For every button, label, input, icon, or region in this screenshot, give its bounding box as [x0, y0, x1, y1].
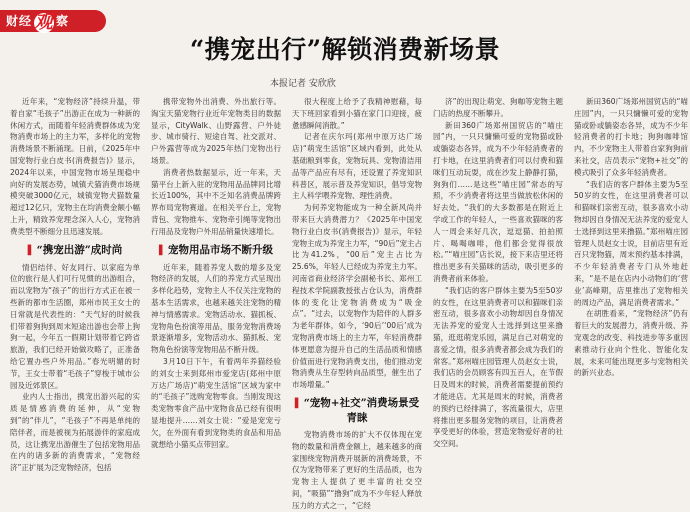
body-paragraph: 近年来，随着养宠人数的增多及宠物经济的发展，人们的养宠方式呈现出多样化趋势，宠物主人不仅关注宠物的基本生活需求，也越来越关注宠物的精神与情感需求。宠物活动水、猫抓板、宠物角色扮演等用品，服务宠物消费场景逐渐增多，宠物活动水、猫抓板、宠物角色扮演等宠物用品不断升级。	[151, 262, 281, 355]
body-paragraph: 济”的出现让萌宠、狗咖等宠物主题门店的热度不断攀升。	[433, 97, 563, 118]
section-subheading: ▌ “携宠出游”成时尚	[10, 243, 140, 258]
body-paragraph: 消费者热数据显示，近一年来，天猫平台上新入驻的宠物用品品牌同比增长近100%，其中不乏知名消费品牌跨界布局宠物赛道。在相关平台上，宠物背包、宠物推车、宠物牵引绳等宠物出行用品及宠物户外用品销量快速增长。	[151, 167, 281, 236]
body-paragraph: 近年来，“宠物经济”持续升温，带着自家“毛孩子”出游正在成为一种新的休闲方式，而随着年轻消费群体成为宠物消费市场上的主力军，多样化的宠物消费场景不断涌现。日前，《2025年中国宠物行业白皮书(消费报告)》显示，2024年以来，中国宠物市场呈现稳中向好的发展态势，城镇犬猫消费市场规模突破3000亿元，城镇宠物犬猫数量超过12亿只，宠物主在均消费金额小幅上升，精致养宠理念深入人心，宠物消费类型不断细分且迅速发展。	[10, 97, 140, 236]
body-paragraph: 新田360广场郑州国贸店的“喵庄园”内，一只只慵懒可爱的宠物猫或卧或躺姿态各异，成为不少年轻消费者的打卡地，在这里消费者们可以付费和猫咪们互动玩耍，成在沙发上静静打猫，狗狗们……是这些“喵庄园”常态的写照，不少消费者将这里当做放松休闲的好去处。“我们的大多数都是在附近上学或工作的年轻人，一些喜欢猫咪的客人一周会来好几次，逗逗猫、拍拍照片、喝喝咖啡，他们都会觉得很放松。”“喵庄园”店长说，接下来店里还将推出更多有关猫咪的活动，吸引更多的消费者前来体验。	[433, 120, 563, 283]
column-label-pre: 财经	[6, 14, 33, 28]
body-paragraph: 记者在庆尔玛(郑州中原万达广场店)“萌宠生活馆”区域内看到，此处从基础粮到零食，宠物玩具、宠物清洁用品等产品应有尽有，还设置了养宠知识科普区，展示普及养宠知识，倡导宠物主人科学喂养宠物、理性消费。	[292, 132, 422, 201]
body-paragraph: 为何养宠物能成为一种全新风尚并带来巨大消费潜力？《2025年中国宠物行业白皮书(消费报告)》显示，年轻宠物主成为养宠主力军，“90后”宠主占比为41.2%，“00后”宠主占比为25.6%，年轻人已经成为养宠主力军。河南省商业经济学会副秘书长、郑州工程技术学院副教授张占仓认为，消费群体的变化让宠物消费成为“吸金点”。“过去，以宠物作为陪伴的人群多为老年群体，如今，‘90后’‘00后’成为宠物消费市场上的主力军，年轻消费群体更愿意为提升自己的生活品质和情感价值而进行宠物消费支出，他们推动宠物消费从生存型转向品质型，催生出了市场增量。”	[292, 203, 422, 390]
body-paragraph: “我们店的客户群体主要为5至50岁的女性，在这里消费者可以和猫咪们亲密互动，很多喜欢小动物却因自身情况无法养宠的爱宠人士选择到这里来撸猫，逛逛萌宠乐园，满足自己对萌宠的喜爱之情，很多消费者都会成为我们的常客。”郑州喵庄园管理人员赵女士说，我们店的会员顾客有四五百人，在节假日及周末的时候，消费者需要提前预约才能进店。尤其是周末的时候，消费者的预约已经排满了，客流量很大，店里将推出更多服务宠物的项目，让消费者享受更好的体验，营造宠物爱好者的社交空间。	[433, 285, 563, 449]
column-label-mark: 观	[34, 12, 54, 33]
body-paragraph: 携带宠物外出消费、外出旅行等。淘宝天猫宠物行业近年宠物类目的数据显示，CityWalk、山野露营、户外徒步、城市骑行、短途自驾、社交派对、户外露营等成为2025年热门宠物出行场景。	[151, 97, 281, 165]
body-paragraph: 3月10日下午，有着两年养猫经验的刘女士来到郑州市爱宠店(郑州中原万达广场店)“萌宠生活馆”区域为家中的“毛孩子”选购宠物零食。当刚发现这类宠物零食产品中宠物食品已经有很明显地提升……刘女士说：“爱是宠宠亏欠，在外面有看到宠物类的食品和用品就想给小猫买点带回家。	[151, 356, 281, 449]
body-paragraph: 情侣结伴、好友同行、以家庭为单位的旅行是人们可行见惯的出游组合，而以宠物为“孩子”的出行方式正在被一些新的都市生活圈，郑州市民王女士的日常就是代表性的：“天气好的时候我们带着狗狗到周末短途出游也会带上狗狗一起，今年五一假期计划带着它跨省旅游，我们已经开始做攻略了，正准备给它置办些户外用品。”春光明媚的时节，王女士带着“毛孩子”穿梭于城市公园及近郊景区。	[10, 262, 140, 390]
byline: 本报记者 安欣欣	[270, 79, 336, 89]
headline: “携宠出行”解锁消费新场景	[189, 35, 501, 64]
section-subheading: ▌ “宠物+社交”消费场景受青睐	[292, 396, 422, 425]
article-column-4	[433, 96, 563, 449]
column-label-post: 察	[56, 14, 70, 28]
section-subheading: ▌ 宠物用品市场不断升级	[151, 243, 281, 258]
body-paragraph: 很大程度上给予了我精神慰藉，每天下班回家看到小猫在家门口迎接，疲惫感瞬间消散。”	[292, 97, 422, 130]
article-column-1	[10, 96, 140, 473]
body-paragraph: 在胡胜看来，“宠物经济”仍有着巨大的发展潜力，消费升级、养宠观念的改变、科技进步等多重因素推动行业向个性化、智能化发展，未来可能出现更多与宠物相关的新兴业态。	[574, 309, 688, 378]
article-column-3	[292, 96, 422, 510]
article-column-5	[574, 96, 688, 424]
body-paragraph: 宠物消费市场的扩大不仅体现在宠物的数量和消费金额上，越来越多的商家围绕宠物消费开展新的消费场景，不仅为宠物带来了更好的生活品质，也为宠物主人提供了更丰富的社交空间，“吸猫”“撸狗”成为不少年轻人释放压力的方式之一，“它经	[292, 429, 422, 510]
article-column-2	[151, 96, 281, 449]
body-paragraph: “我们店的客户群体主要为5至50岁的女性，在这里消费者可以和猫咪们亲密互动，很多喜欢小动物却因自身情况无法养宠的爱宠人士选择到这里来撸猫。”郑州喵庄园管理人员赵女士说，目前店里有近百只宠物猫，周末预约基本排满，不少年轻消费者专门从外地赶来，“是不是在店内小动物们的‘营业’高峰期，店里推出了宠物相关的周边产品，满足消费者需求。”	[574, 179, 688, 307]
body-paragraph: 新田360广场郑州国贸店的“喵庄园”内，一只只慵懒可爱的宠物猫或卧或躺姿态各异，成为不少年轻消费者的打卡地；狗狗咖啡馆内，不少宠物主人带着自家狗狗前来社交，店员表示“宠物+社交”的模式吸引了众多年轻消费者。	[574, 97, 688, 177]
body-paragraph: 业内人士指出，携宠出游兴起的实质是情感消费的延伸，从“宠物到”的“伴儿”，“毛孩子”不再是单纯的陪伴者，而是被视为拓展游伴的家庭成员，这让携宠出游催生了包括宠物用品在内的诸多新的消费需求，“宠物经济”正扩展为泛宠物经济，包括	[10, 392, 140, 473]
